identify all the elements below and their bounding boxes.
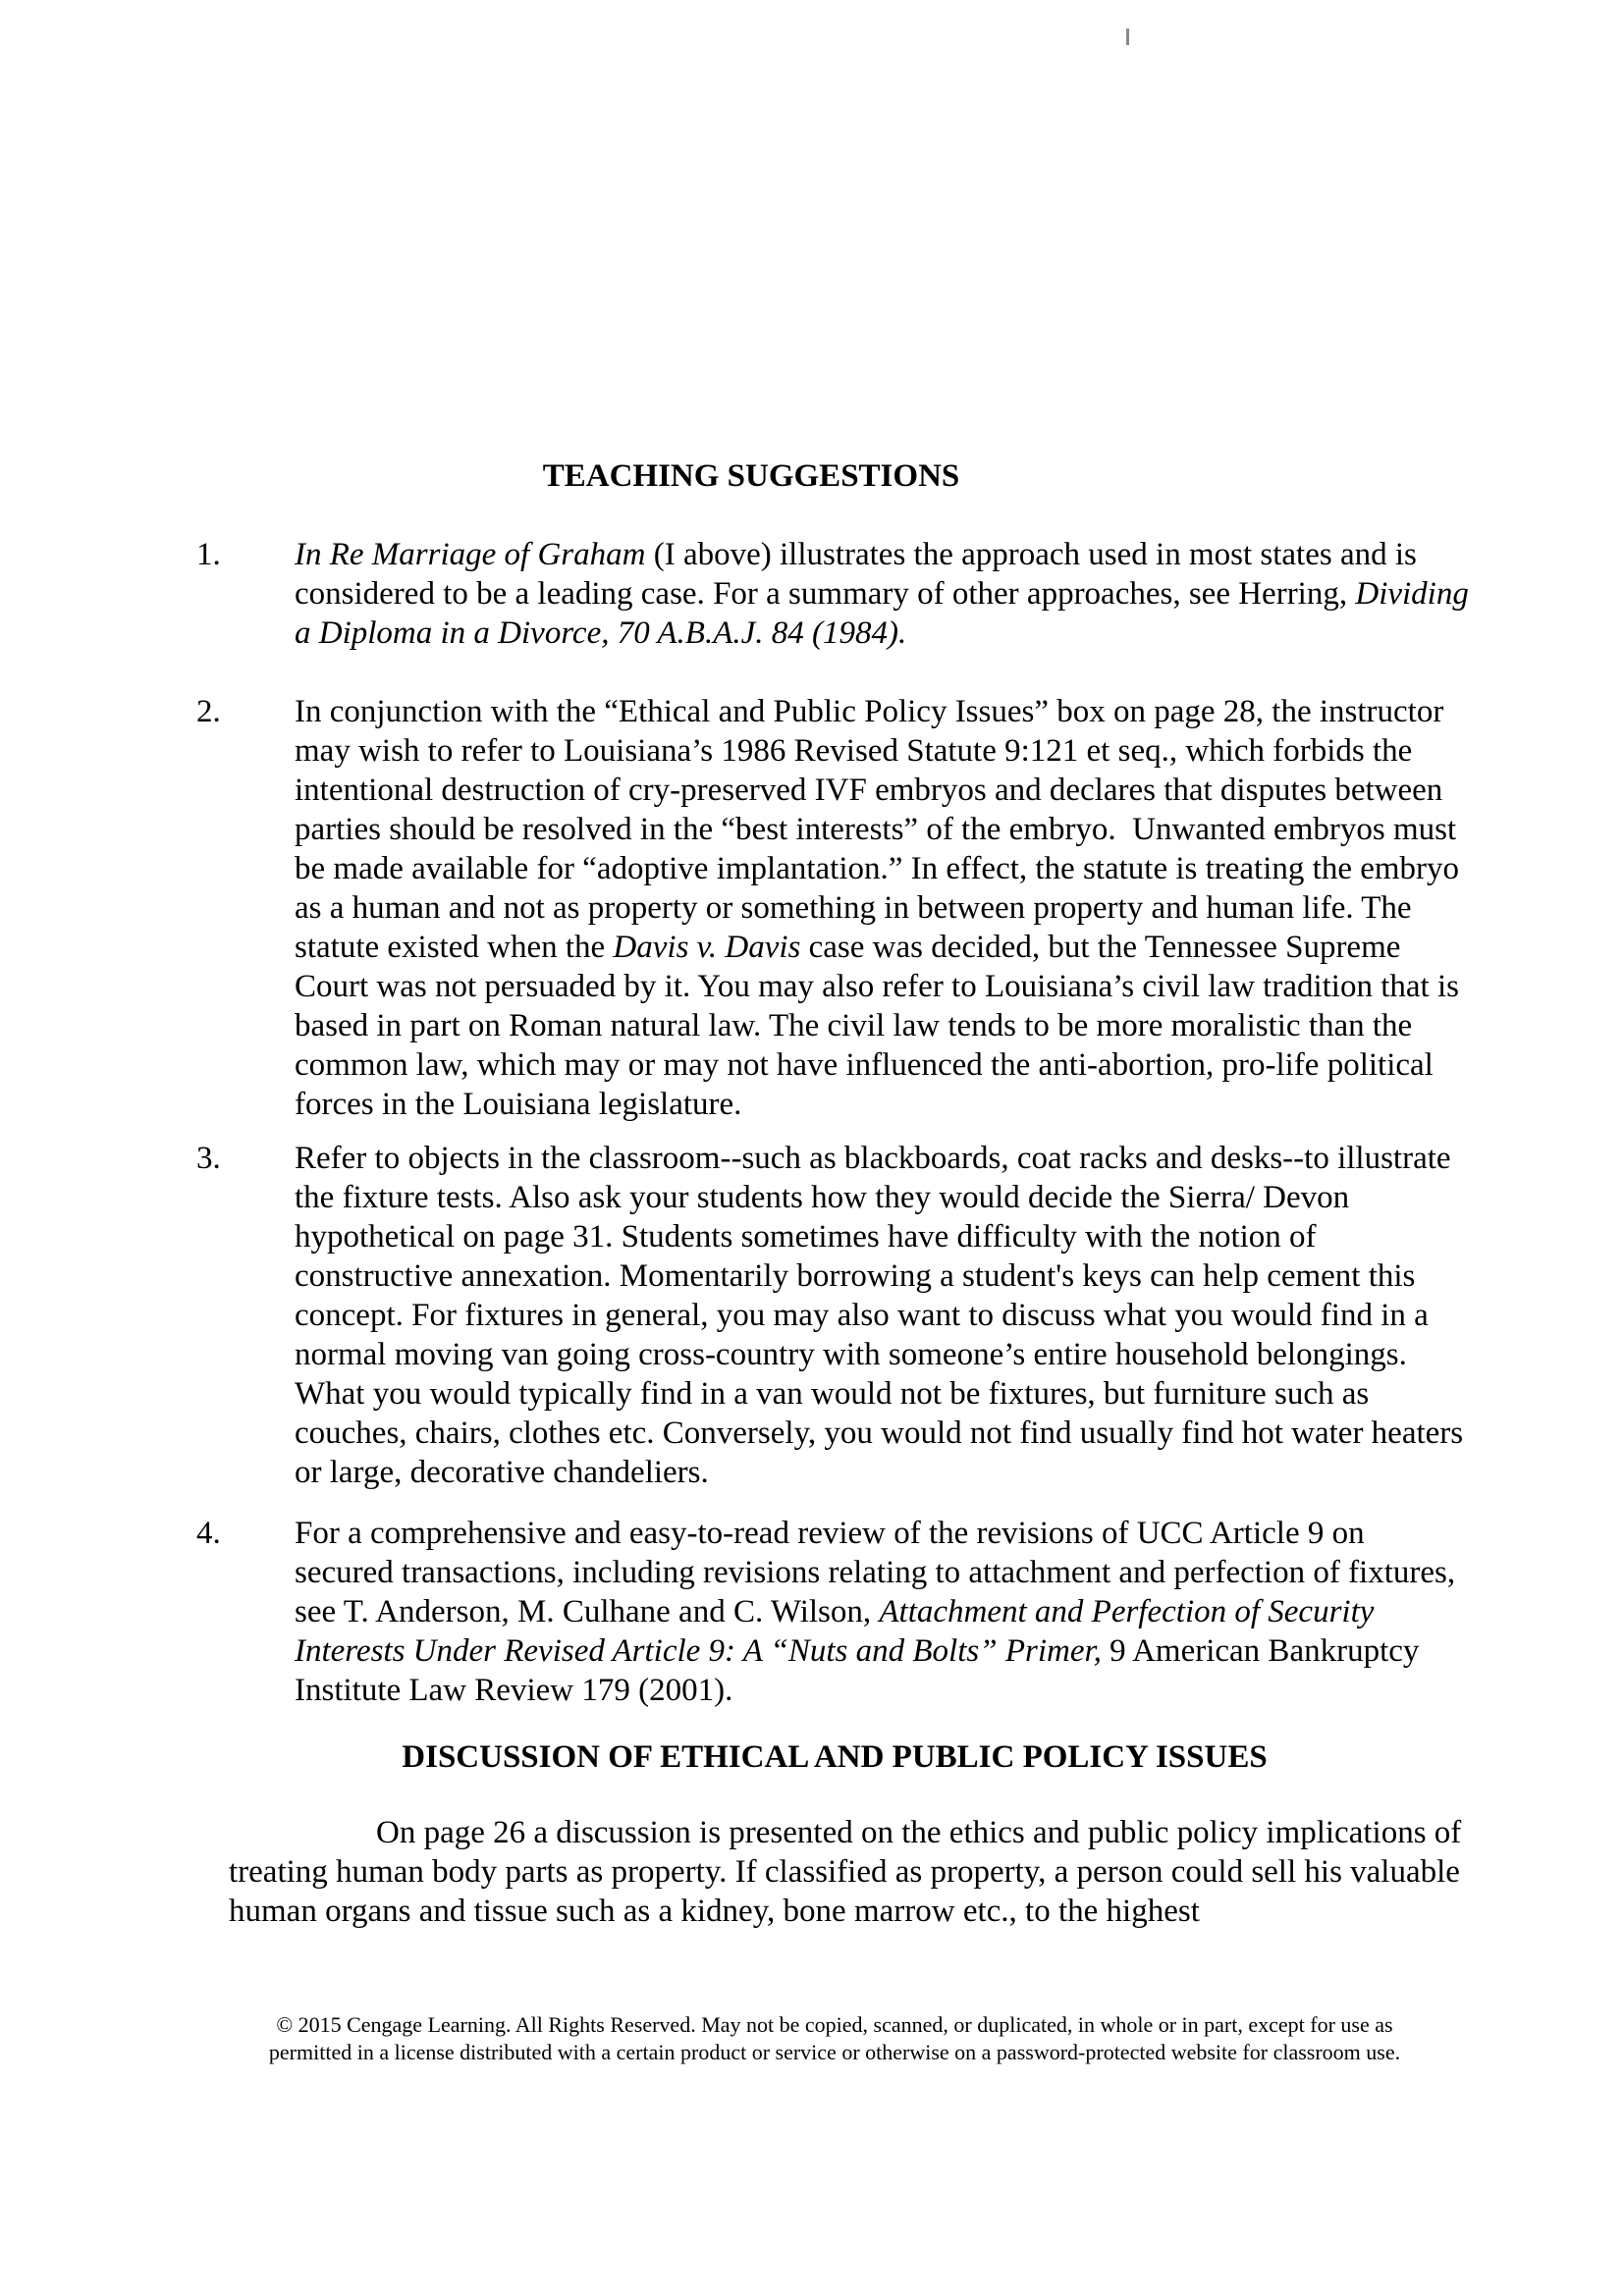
text-segment: Attachment and Perfection of Security Interests Under Revised Article 9: A “Nuts and Bolts” Primer, (295, 1594, 1382, 1669)
copyright-line: permitted in a license distributed with a certain product or service or otherwise on a password-protected website for classroom use. (268, 2040, 1401, 2064)
list-item (196, 535, 1478, 653)
list-item (196, 1139, 1473, 1492)
text-segment: case was decided, but the Tennessee Supreme Court was not persuaded by it. You may also refer to Louisiana’s civil law tradition that is based in part on Roman natural law. The civil law tends to be more moralistic than the common law, which may or may not have influenced the anti-abortion, pro-life political forces in the Louisiana legislature. (295, 930, 1468, 1122)
list-item-text (295, 692, 1470, 1124)
text-segment: Refer to objects in the classroom--such as blackboards, coat racks and desks--to illustrate the fixture tests. Also ask your students how they would decide the Sierra/ Devon hypothetical on page 31. Students sometimes have difficulty with the notion of constructive annexation. Momentarily borrowing a student's keys can help cement this concept. For fixtures in general, you may also want to discuss what you would find in a normal moving van going cross-country with someone’s entire household belongings. What you would typically find in a van would not be fixtures, but furniture such as couches, chairs, clothes etc. Conversely, you would not find usually find hot water heaters or large, decorative chandeliers. (295, 1141, 1472, 1490)
list-item-number: 4. (196, 1516, 221, 1551)
text-segment: Davis v. Davis (613, 930, 801, 965)
list-item-text (295, 1514, 1470, 1710)
text-segment: In conjunction with the “Ethical and Public Policy Issues” box on page 28, the instructor may wish to refer to Louisiana’s 1986 Revised Statute 9:121 et seq., which forbids the intentional destruction of cry-preserved IVF embryos and declares that disputes between parties should be resolved in the “best interests” of the embryo. Unwanted embryos must be made available for “adoptive implantation.” In effect, the statute is treating the embryo as a human and not as property or something in between property and human life. The statute existed when the (295, 694, 1468, 965)
list-item-number: 2. (196, 694, 221, 729)
page-title: TEACHING SUGGESTIONS (542, 458, 960, 494)
text-segment: 9 American Bankruptcy Institute Law Review 179 (2001). (295, 1633, 1428, 1708)
text-segment: (I above) illustrates the approach used in most states and is considered to be a leading case. For a summary of other approaches, see Herring, (295, 537, 1426, 612)
list-item (196, 1514, 1473, 1710)
text-segment: For a comprehensive and easy-to-read review of the revisions of UCC Article 9 on secured transactions, including revisions relating to attachment and perfection of fixtures, see T. Anderson, M. Culhane and C. Wilson, (295, 1516, 1464, 1629)
text-segment: Dividing a Diploma in a Divorce, 70 A.B.A.J. 84 (1984). (295, 576, 1478, 651)
list-item-number: 1. (196, 537, 221, 572)
list-item-text (295, 535, 1478, 653)
copyright-footer (196, 2011, 1473, 2066)
copyright-line: © 2015 Cengage Learning. All Rights Reserved. May not be copied, scanned, or duplicated, in whole or in part, except for use as (276, 2012, 1393, 2037)
list-item-number: 3. (196, 1141, 221, 1176)
text-segment: In Re Marriage of Graham (295, 537, 646, 572)
discussion-paragraph: On page 26 a discussion is presented on the ethics and public policy implications of treating human body parts as property. If classified as property, a person could sell his valuable human organs and tissue such as a kidney, bone marrow etc., to the highest (229, 1815, 1470, 1929)
list-item-text (295, 1139, 1470, 1492)
section-heading-discussion: DISCUSSION OF ETHICAL AND PUBLIC POLICY ISSUES (402, 1739, 1268, 1775)
list-item (196, 692, 1473, 1124)
